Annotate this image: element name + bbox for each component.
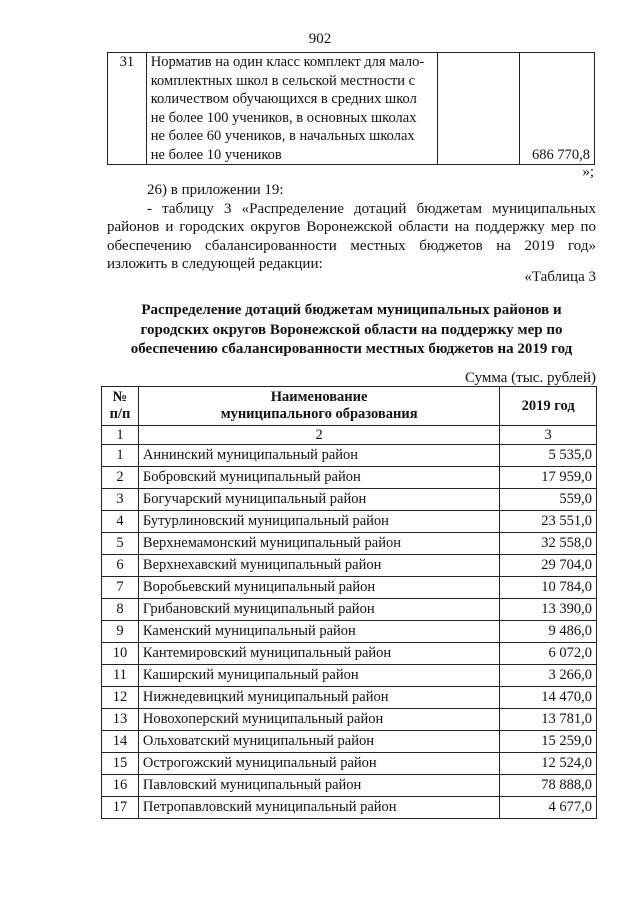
subsidy-value: 9 486,0 bbox=[500, 621, 597, 643]
title-line: обеспечению сбалансированности местных бюджетов на 2019 год bbox=[130, 341, 573, 357]
row-number: 31 bbox=[108, 53, 147, 165]
subsidy-value: 5 535,0 bbox=[500, 445, 597, 467]
municipality-name: Каменский муниципальный район bbox=[138, 621, 499, 643]
page-number: 902 bbox=[308, 31, 332, 47]
table-row bbox=[102, 621, 597, 643]
row-number: 5 bbox=[102, 533, 139, 555]
municipality-name: Богучарский муниципальный район bbox=[138, 489, 499, 511]
table-row bbox=[102, 753, 597, 775]
title-line: городских округов Воронежской области на поддержку мер по bbox=[140, 321, 563, 338]
paragraph: - таблицу 3 «Распределение дотаций бюджетам муниципальных районов и городских округов Воронежской области на поддержку мер по обеспечению сбалансированности местных бюджетов на 2019 год» изложить в следующей редакции: bbox=[107, 200, 596, 272]
header-number-line: п/п bbox=[109, 406, 131, 422]
subsidies-table bbox=[101, 386, 597, 819]
table-row bbox=[102, 731, 597, 753]
table-row bbox=[102, 467, 597, 489]
subsidy-value: 23 551,0 bbox=[500, 511, 597, 533]
municipality-name: Нижнедевицкий муниципальный район bbox=[138, 687, 499, 709]
header-number-line: № bbox=[112, 389, 128, 405]
row-number: 9 bbox=[102, 621, 139, 643]
subsidy-value: 78 888,0 bbox=[500, 775, 597, 797]
continued-table bbox=[107, 52, 595, 165]
subsidy-value: 15 259,0 bbox=[500, 731, 597, 753]
municipality-name: Каширский муниципальный район bbox=[138, 665, 499, 687]
row-number: 12 bbox=[102, 687, 139, 709]
table-row bbox=[102, 533, 597, 555]
row-number: 14 bbox=[102, 731, 139, 753]
subsidy-value: 29 704,0 bbox=[500, 555, 597, 577]
subsidy-value: 13 781,0 bbox=[500, 709, 597, 731]
row-number: 7 bbox=[102, 577, 139, 599]
table-row bbox=[102, 511, 597, 533]
column-numbers-row bbox=[102, 426, 597, 445]
row-number: 3 bbox=[102, 489, 139, 511]
municipality-name: Грибановский муниципальный район bbox=[138, 599, 499, 621]
municipality-name: Воробьевский муниципальный район bbox=[138, 577, 499, 599]
subsidy-value: 14 470,0 bbox=[500, 687, 597, 709]
municipality-name: Петропавловский муниципальный район bbox=[138, 797, 499, 819]
table-row bbox=[102, 797, 597, 819]
subsidy-value: 13 390,0 bbox=[500, 599, 597, 621]
header-number bbox=[102, 387, 139, 426]
header-year: 2019 год bbox=[500, 387, 597, 426]
description-line: не более 100 учеников, в основных школах bbox=[150, 109, 417, 126]
description-line: комплектных школ в сельской местности с bbox=[150, 72, 416, 89]
table-row bbox=[102, 643, 597, 665]
row-number: 16 bbox=[102, 775, 139, 797]
description-line: не более 60 учеников, в начальных школах bbox=[150, 128, 415, 144]
title-line: Распределение дотаций бюджетам муниципальных районов и bbox=[141, 302, 562, 318]
table-row bbox=[102, 775, 597, 797]
table-row bbox=[102, 687, 597, 709]
closing-quote: »; bbox=[582, 164, 594, 180]
municipality-name: Кантемировский муниципальный район bbox=[138, 643, 499, 665]
table-row bbox=[102, 599, 597, 621]
table-row bbox=[102, 555, 597, 577]
table-row bbox=[102, 665, 597, 687]
subsidy-value: 559,0 bbox=[500, 489, 597, 511]
municipality-name: Острогожский муниципальный район bbox=[138, 753, 499, 775]
description-line: не более 10 учеников bbox=[150, 146, 282, 163]
subsidy-value: 6 072,0 bbox=[500, 643, 597, 665]
municipality-name: Бутурлиновский муниципальный район bbox=[138, 511, 499, 533]
municipality-name: Верхнемамонский муниципальный район bbox=[138, 533, 499, 555]
municipality-name: Ольховатский муниципальный район bbox=[138, 731, 499, 753]
table-row bbox=[102, 577, 597, 599]
table-row bbox=[102, 709, 597, 731]
subsidy-value: 10 784,0 bbox=[500, 577, 597, 599]
table-row bbox=[108, 53, 595, 165]
description-line: Норматив на один класс комплект для мало- bbox=[150, 54, 425, 70]
units-label: Сумма (тыс. рублей) bbox=[464, 370, 596, 386]
row-number: 15 bbox=[102, 753, 139, 775]
row-number: 2 bbox=[102, 467, 139, 489]
empty-cell bbox=[437, 53, 519, 165]
municipality-name: Павловский муниципальный район bbox=[138, 775, 499, 797]
row-number: 13 bbox=[102, 709, 139, 731]
description-line: количеством обучающихся в средних школ bbox=[150, 91, 417, 107]
row-number: 17 bbox=[102, 797, 139, 819]
document-title bbox=[107, 301, 596, 360]
subsidy-value: 17 959,0 bbox=[500, 467, 597, 489]
row-number: 8 bbox=[102, 599, 139, 621]
header-name bbox=[138, 387, 499, 426]
subsidy-value: 32 558,0 bbox=[500, 533, 597, 555]
header-name-line: муниципального образования bbox=[220, 406, 418, 422]
column-number: 2 bbox=[138, 426, 499, 445]
body-text bbox=[107, 181, 596, 274]
municipality-name: Верхнехавский муниципальный район bbox=[138, 555, 499, 577]
municipality-name: Аннинский муниципальный район bbox=[138, 445, 499, 467]
row-number: 11 bbox=[102, 665, 139, 687]
header-row bbox=[102, 387, 597, 426]
subsidy-value: 3 266,0 bbox=[500, 665, 597, 687]
header-name-line: Наименование bbox=[270, 389, 368, 405]
subsidy-value: 12 524,0 bbox=[500, 753, 597, 775]
municipality-name: Новохоперский муниципальный район bbox=[138, 709, 499, 731]
municipality-name: Бобровский муниципальный район bbox=[138, 467, 499, 489]
row-number: 6 bbox=[102, 555, 139, 577]
column-number: 3 bbox=[500, 426, 597, 445]
subsidy-value: 4 677,0 bbox=[500, 797, 597, 819]
table-row bbox=[102, 489, 597, 511]
row-value: 686 770,8 bbox=[519, 53, 595, 165]
paragraph: 26) в приложении 19: bbox=[147, 182, 284, 198]
row-number: 4 bbox=[102, 511, 139, 533]
table-row bbox=[102, 445, 597, 467]
row-number: 1 bbox=[102, 445, 139, 467]
row-description bbox=[146, 53, 437, 165]
column-number: 1 bbox=[102, 426, 139, 445]
row-number: 10 bbox=[102, 643, 139, 665]
table-caption: «Таблица 3 bbox=[524, 269, 596, 285]
